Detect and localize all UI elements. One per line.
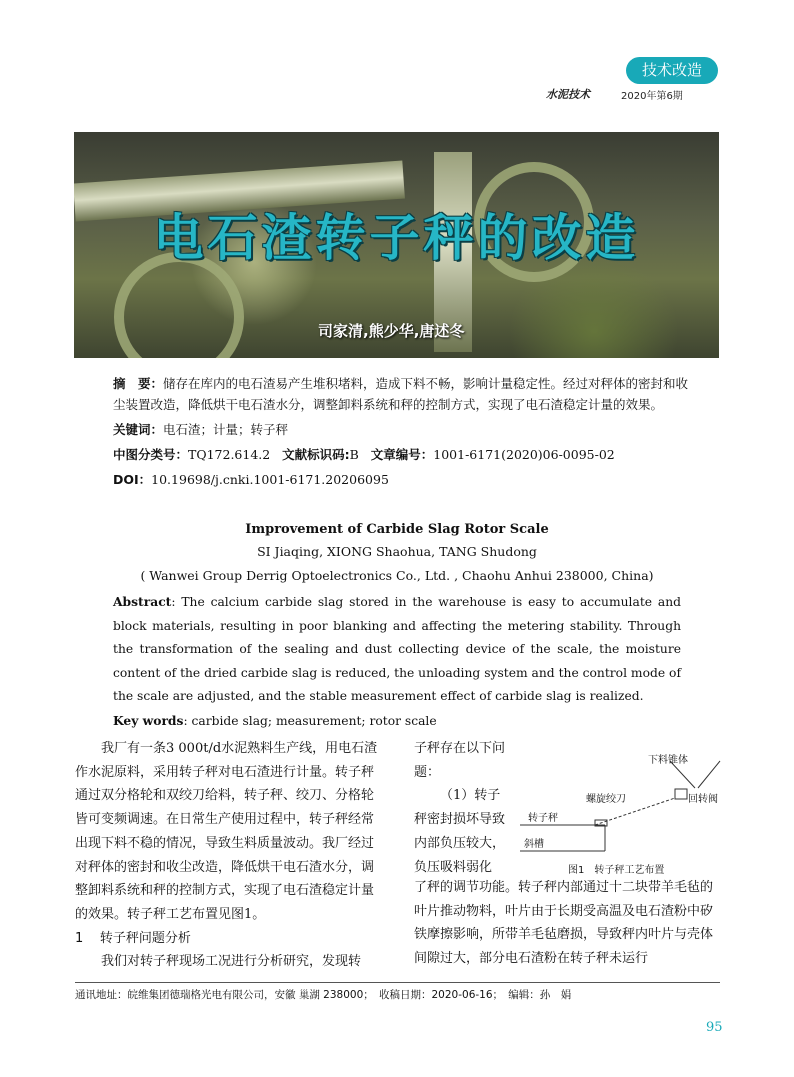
section-title: 转子秤问题分析 bbox=[99, 930, 191, 946]
footer-info: 通讯地址：皖维集团德瑞格光电有限公司，安徽 巢湖 238000； 收稿日期：2020-06-16； 编辑：孙 娟 bbox=[75, 989, 572, 1001]
article-no-label: 文章编号： bbox=[370, 447, 434, 462]
journal-name: 水泥技术 bbox=[546, 88, 590, 101]
rotary-valve bbox=[675, 789, 687, 799]
article-title: 电石渣转子秤的改造 bbox=[153, 209, 640, 267]
clc-value: TQ172.614.2 bbox=[188, 447, 271, 462]
abstract-cn bbox=[113, 373, 693, 490]
label-scale: 转子秤 bbox=[528, 813, 558, 824]
issue-label: 2020年第6期 bbox=[621, 91, 683, 102]
abstract-en-label: Abstract bbox=[113, 594, 172, 609]
footer-rule bbox=[75, 982, 720, 983]
english-abstract bbox=[113, 590, 681, 733]
label-hopper: 下料锥体 bbox=[648, 755, 688, 766]
keywords-cn-label: 关键词： bbox=[113, 422, 164, 437]
clc-label: 中图分类号： bbox=[113, 447, 189, 462]
article-no-value: 1001-6171(2020)06-0095-02 bbox=[433, 447, 615, 462]
english-authors: SI Jiaqing, XIONG Shaohua, TANG Shudong bbox=[257, 544, 537, 559]
english-abstract-para bbox=[113, 590, 681, 709]
label-chute: 斜槽 bbox=[524, 839, 544, 850]
section-number: 1 bbox=[75, 930, 84, 946]
body-paragraph: 了秤的调节功能。转子秤内部通过十二块带羊毛毡的叶片推动物料，叶片由于长期受高温及电石渣粉中矽铁摩擦影响，所带羊毛毡磨损，导致秤内叶片与壳体间隙过大，部分电石渣粉在转子秤未运行 bbox=[414, 880, 714, 967]
article-authors: 司家清,熊少华,唐述冬 bbox=[318, 322, 465, 340]
abstract-cn-label: 摘 要： bbox=[113, 376, 164, 391]
figure-caption: 图1 转子秤工艺布置 bbox=[568, 865, 665, 876]
body-list-item: （1）转子秤密封损坏导致内部负压较大，负压吸料弱化 bbox=[414, 788, 506, 875]
body-right-top bbox=[414, 737, 510, 879]
doi-line bbox=[113, 469, 693, 490]
section-heading bbox=[75, 927, 379, 951]
label-valve: 回转阀 bbox=[688, 794, 718, 805]
body-paragraph: 我们对转子秤现场工况进行分析研究，发现转 bbox=[101, 954, 362, 970]
english-title: Improvement of Carbide Slag Rotor Scale bbox=[245, 522, 549, 537]
doi-label: DOI： bbox=[113, 472, 152, 487]
doc-code-label: 文献标识码: bbox=[282, 447, 350, 462]
title-banner bbox=[74, 132, 719, 358]
classification-line bbox=[113, 444, 693, 465]
keywords-en bbox=[113, 709, 681, 734]
keywords-en-label: Key words bbox=[113, 712, 184, 728]
body-paragraph: 我厂有一条3 000t/d水泥熟料生产线，用电石渣作水泥原料，采用转子秤对电石渣进行计量。转子秤通过双分格轮和双绞刀给料，转子秤、绞刀、分格轮皆可变频调速。在日常生产使用过程中，转子秤经常出现下料不稳的情况，导致生料质量波动。我厂经过对秤体的密封和收尘改造，降低烘干电石渣水分，调整卸料系统和秤的控制方式，实现了电石渣稳定计量的效果。转子秤工艺布置见图1。 bbox=[75, 741, 378, 922]
abstract-en-text: : The calcium carbide slag stored in the warehouse is easy to accumulate and block materials, resulting in poor blanking and affecting the metering stability. Through the transformation of the sealing and dust collecting device of the scale, the moisture content of the dried carbide slag is reduced, the unloading system and the control mode of the scale are adjusted, and the stable measurement effect of carbide slag is realized. bbox=[113, 595, 681, 703]
body-left-column bbox=[75, 737, 379, 974]
section-badge: 技术改造 bbox=[626, 57, 718, 84]
doi-value: 10.19698/j.cnki.1001-6171.20206095 bbox=[151, 472, 389, 487]
keywords-cn bbox=[113, 419, 693, 440]
abstract-cn-para bbox=[113, 373, 693, 415]
doc-code-value: B bbox=[349, 447, 359, 462]
hopper-line bbox=[698, 761, 720, 788]
keywords-en-text: : carbide slag; measurement; rotor scale bbox=[183, 713, 437, 728]
page-number: 95 bbox=[706, 1020, 723, 1035]
body-right-column bbox=[414, 876, 720, 971]
abstract-cn-text: 储存在库内的电石渣易产生堆积堵料，造成下料不畅，影响计量稳定性。经过对秤体的密封和收尘装置改造，降低烘干电石渣水分，调整卸料系统和秤的控制方式，实现了电石渣稳定计量的效果。 bbox=[113, 376, 689, 412]
figure-1 bbox=[520, 743, 722, 877]
label-screw: 螺旋绞刀 bbox=[586, 794, 626, 805]
keywords-cn-text: 电石渣；计量；转子秤 bbox=[163, 422, 289, 437]
english-affiliation: ( Wanwei Group Derrig Optoelectronics Co., Ltd. , Chaohu Anhui 238000, China) bbox=[140, 568, 654, 583]
body-paragraph: 子秤存在以下问题： bbox=[414, 741, 506, 780]
